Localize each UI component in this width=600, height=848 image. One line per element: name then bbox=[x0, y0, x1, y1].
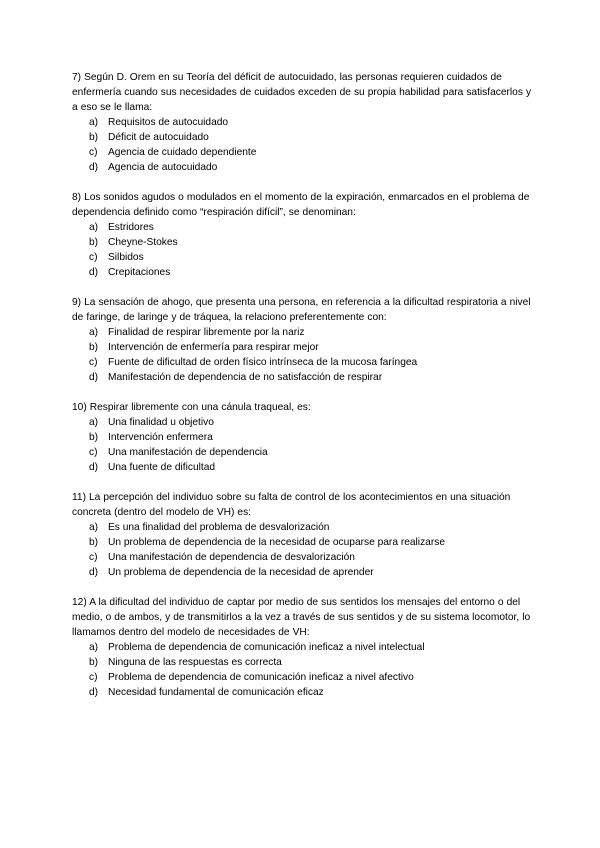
option-text: Agencia de cuidado dependiente bbox=[108, 147, 257, 158]
option-text: Cheyne-Stokes bbox=[108, 237, 178, 248]
question-7 bbox=[72, 70, 538, 175]
option-text: Necesidad fundamental de comunicación eficaz bbox=[108, 687, 324, 698]
option-d bbox=[89, 265, 538, 280]
option-letter: c) bbox=[89, 147, 98, 158]
option-letter: a) bbox=[89, 222, 99, 233]
option-a bbox=[89, 415, 538, 430]
option-c bbox=[89, 145, 538, 160]
option-d bbox=[89, 460, 538, 475]
option-b bbox=[89, 340, 538, 355]
option-b bbox=[89, 535, 538, 550]
option-letter: b) bbox=[89, 657, 99, 668]
option-c bbox=[89, 355, 538, 370]
option-letter: a) bbox=[89, 117, 99, 128]
option-letter: c) bbox=[89, 357, 98, 368]
option-text: Finalidad de respirar libremente por la nariz bbox=[108, 327, 305, 338]
option-c bbox=[89, 550, 538, 565]
option-d bbox=[89, 370, 538, 385]
option-d bbox=[89, 685, 538, 700]
option-text: Ninguna de las respuestas es correcta bbox=[108, 657, 282, 668]
option-text: Manifestación de dependencia de no satisfacción de respirar bbox=[108, 372, 383, 383]
option-letter: b) bbox=[89, 237, 99, 248]
option-text: Silbidos bbox=[108, 252, 144, 263]
option-d bbox=[89, 565, 538, 580]
option-letter: c) bbox=[89, 252, 98, 263]
option-text: Un problema de dependencia de la necesidad de ocuparse para realizarse bbox=[108, 537, 445, 548]
option-letter: c) bbox=[89, 447, 98, 458]
option-c bbox=[89, 250, 538, 265]
option-list bbox=[72, 325, 538, 385]
question-stem: 12) A la dificultad del individuo de captar por medio de sus sentidos los mensajes del entorno o del medio, o de ambos, y de transmitirlos a la vez a través de sus sentidos y de su sistema locomotor, lo llamamos dentro del modelo de necesidades de VH: bbox=[72, 597, 531, 638]
option-text: Agencia de autocuidado bbox=[108, 162, 218, 173]
question-8 bbox=[72, 190, 538, 280]
question-stem: 10) Respirar libremente con una cánula traqueal, es: bbox=[72, 402, 311, 413]
option-text: Fuente de dificultad de orden físico intrínseca de la mucosa faríngea bbox=[108, 357, 418, 368]
option-d bbox=[89, 160, 538, 175]
option-a bbox=[89, 115, 538, 130]
option-text: Estridores bbox=[108, 222, 154, 233]
option-list bbox=[72, 220, 538, 280]
option-b bbox=[89, 235, 538, 250]
option-letter: d) bbox=[89, 372, 99, 383]
option-letter: c) bbox=[89, 552, 98, 563]
question-stem: 11) La percepción del individuo sobre su falta de control de los acontecimientos en una situación concreta (dentro del modelo de VH) es: bbox=[72, 492, 511, 518]
option-text: Requisitos de autocuidado bbox=[108, 117, 229, 128]
option-b bbox=[89, 430, 538, 445]
question-10 bbox=[72, 400, 538, 475]
option-c bbox=[89, 445, 538, 460]
option-list bbox=[72, 520, 538, 580]
option-a bbox=[89, 640, 538, 655]
option-text: Una fuente de dificultad bbox=[108, 462, 216, 473]
option-text: Intervención enfermera bbox=[108, 432, 213, 443]
option-letter: b) bbox=[89, 132, 99, 143]
option-letter: d) bbox=[89, 462, 99, 473]
option-b bbox=[89, 130, 538, 145]
option-text: Déficit de autocuidado bbox=[108, 132, 209, 143]
option-letter: b) bbox=[89, 537, 99, 548]
option-text: Problema de dependencia de comunicación ineficaz a nivel intelectual bbox=[108, 642, 425, 653]
option-b bbox=[89, 655, 538, 670]
question-11 bbox=[72, 490, 538, 580]
option-letter: a) bbox=[89, 642, 99, 653]
option-text: Una manifestación de dependencia de desvalorización bbox=[108, 552, 355, 563]
option-text: Un problema de dependencia de la necesidad de aprender bbox=[108, 567, 374, 578]
option-a bbox=[89, 520, 538, 535]
option-c bbox=[89, 670, 538, 685]
question-stem: 8) Los sonidos agudos o modulados en el momento de la expiración, enmarcados en el problema de dependencia definido como “respiración difícil”, se denominan: bbox=[72, 192, 530, 218]
document-page bbox=[72, 70, 538, 715]
option-letter: d) bbox=[89, 567, 99, 578]
option-text: Una finalidad u objetivo bbox=[108, 417, 214, 428]
option-text: Intervención de enfermería para respirar mejor bbox=[108, 342, 319, 353]
question-9 bbox=[72, 295, 538, 385]
option-text: Crepitaciones bbox=[108, 267, 171, 278]
option-letter: d) bbox=[89, 267, 99, 278]
option-a bbox=[89, 220, 538, 235]
option-a bbox=[89, 325, 538, 340]
option-letter: d) bbox=[89, 162, 99, 173]
option-letter: a) bbox=[89, 522, 99, 533]
option-text: Una manifestación de dependencia bbox=[108, 447, 268, 458]
question-stem: 9) La sensación de ahogo, que presenta una persona, en referencia a la dificultad respiratoria a nivel de faringe, de laringe y de tráquea, la relaciono preferentemente con: bbox=[72, 297, 531, 323]
option-text: Problema de dependencia de comunicación ineficaz a nivel afectivo bbox=[108, 672, 414, 683]
option-text: Es una finalidad del problema de desvalorización bbox=[108, 522, 330, 533]
option-list bbox=[72, 640, 538, 700]
option-letter: b) bbox=[89, 342, 99, 353]
option-letter: b) bbox=[89, 432, 99, 443]
question-12 bbox=[72, 595, 538, 700]
option-list bbox=[72, 415, 538, 475]
option-letter: a) bbox=[89, 327, 99, 338]
option-letter: d) bbox=[89, 687, 99, 698]
option-letter: c) bbox=[89, 672, 98, 683]
option-letter: a) bbox=[89, 417, 99, 428]
option-list bbox=[72, 115, 538, 175]
question-stem: 7) Según D. Orem en su Teoría del déficit de autocuidado, las personas requieren cuidados de enfermería cuando sus necesidades de cuidados exceden de su propia habilidad para satisfacerlos y a eso se le llama: bbox=[72, 72, 532, 113]
